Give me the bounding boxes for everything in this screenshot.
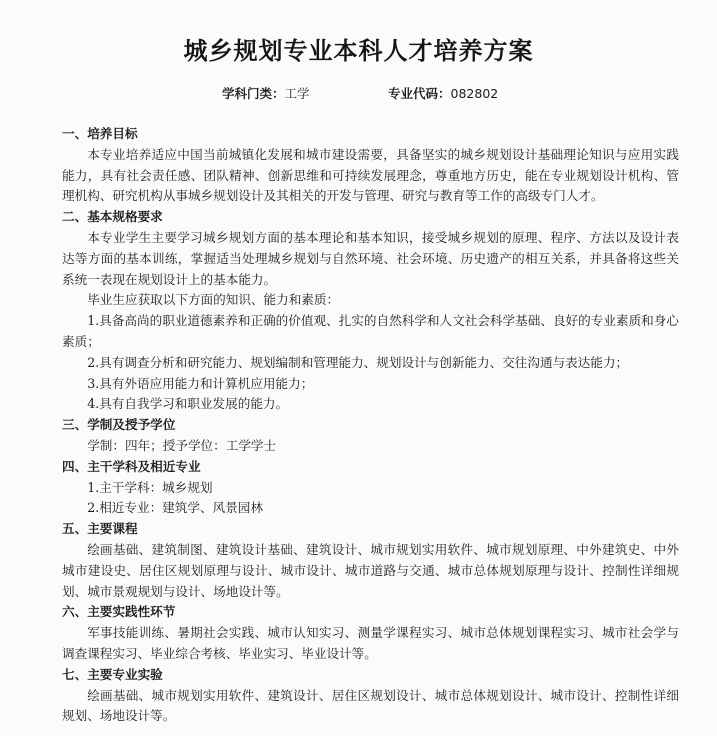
section-heading: 七、主要专业实验 xyxy=(62,666,163,682)
section-heading: 四、主干学科及相近专业 xyxy=(62,458,201,474)
section-heading: 六、主要实践性环节 xyxy=(62,604,176,620)
major-code xyxy=(388,84,498,102)
category-value: 工学 xyxy=(284,86,310,101)
section-heading: 五、主要课程 xyxy=(62,521,138,537)
section-paragraph: 本专业学生主要学习城乡规划方面的基本理论和基本知识，接受城乡规划的原理、程序、方法以及设计表达等方面的基本训练，掌握适当处理城乡规划与自然环境、社会环境、历史遗产的相互关系，并具备将这些关系统一表现在规划设计上的基本能力。 xyxy=(62,229,679,287)
list-item: 1.主干学科：城乡规划 xyxy=(87,479,213,495)
section-paragraph: 本专业培养适应中国当前城镇化发展和城市建设需要，具备坚实的城乡规划设计基础理论知识与应用实践能力，具有社会责任感、团队精神、创新思维和可持续发展理念，尊重地方历史，能在专业规划设计机构、管理机构、研究机构从事城乡规划设计及其相关的开发与管理、研究与教育等工作的高级专门人才。 xyxy=(62,146,679,204)
section-heading: 三、学制及授予学位 xyxy=(62,417,176,433)
section-paragraph: 军事技能训练、暑期社会实践、城市认知实习、测量学课程实习、城市总体规划课程实习、城市社会学与调查课程实习、毕业综合考核、毕业实习、毕业设计等。 xyxy=(62,625,679,661)
list-item: 1.具备高尚的职业道德素养和正确的价值观、扎实的自然科学和人文社会科学基础、良好的专业素质和身心素质； xyxy=(62,313,679,349)
category-label: 学科门类： xyxy=(222,86,285,101)
section-paragraph: 毕业生应获取以下方面的知识、能力和素质： xyxy=(87,292,340,308)
list-item: 2.具有调查分析和研究能力、规划编制和管理能力、规划设计与创新能力、交往沟通与表达能力； xyxy=(87,354,629,370)
section-heading: 二、基本规格要求 xyxy=(62,209,163,225)
section-paragraph: 绘画基础、城市规划实用软件、建筑设计、居住区规划设计、城市总体规划设计、城市设计、控制性详细规划、场地设计等。 xyxy=(62,687,679,724)
code-label: 专业代码： xyxy=(388,86,451,101)
discipline-category xyxy=(222,84,310,102)
section-paragraph: 绘画基础、建筑制图、建筑设计基础、建筑设计、城市规划实用软件、城市规划原理、中外建筑史、中外城市建设史、居住区规划原理与设计、城市设计、城市道路与交通、城市总体规划原理与设计、控制性详细规划、城市景观规划与设计、场地设计等。 xyxy=(62,541,679,599)
list-item: 4.具有自我学习和职业发展的能力。 xyxy=(87,396,289,412)
section-paragraph: 学制：四年；授予学位：工学学士 xyxy=(87,437,277,453)
list-item: 3.具有外语应用能力和计算机应用能力； xyxy=(87,375,314,391)
page-title: 城乡规划专业本科人才培养方案 xyxy=(183,37,534,65)
section-heading: 一、培养目标 xyxy=(62,126,138,141)
code-value: 082802 xyxy=(450,86,499,101)
list-item: 2.相近专业：建筑学、风景园林 xyxy=(87,500,263,516)
document-body xyxy=(62,124,679,727)
